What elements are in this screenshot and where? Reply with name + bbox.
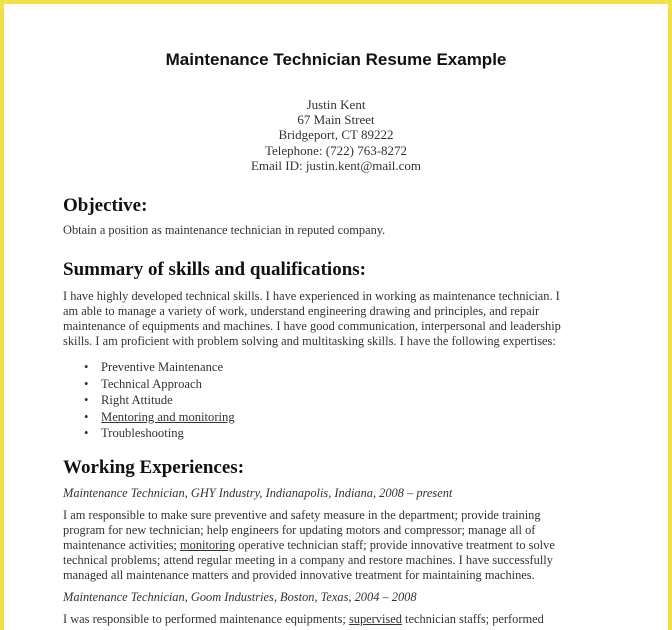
contact-street: 67 Main Street	[297, 112, 375, 128]
contact-block	[4, 97, 668, 173]
resume-page	[4, 4, 668, 630]
contact-phone: Telephone: (722) 763-8272	[264, 142, 408, 158]
contact-email: Email ID: justin.kent@mail.com	[250, 157, 422, 173]
job-line: technical problems; attend regular meeting in a company and restore machines. I have successfully	[63, 553, 553, 567]
document-title: Maintenance Technician Resume Example	[165, 50, 507, 69]
list-item: • Right Attitude	[84, 392, 235, 409]
summary-line: I have highly developed technical skills. I have experienced in working as maintenance technician. I	[63, 289, 560, 303]
summary-line: maintenance of equipments and machines. I have good communication, interpersonal and leadership	[63, 319, 561, 333]
objective-text	[63, 223, 603, 238]
job-line: maintenance activities; monitoring operative technician staff; provide innovative treatment to solve	[63, 538, 555, 552]
summary-line: am able to manage a variety of work, understand engineering drawing and principles, and repair	[63, 304, 540, 318]
job-line: I am responsible to make sure preventive and safety measure in the department; provide training	[63, 508, 541, 522]
mentoring-link[interactable]: Mentoring and monitoring	[101, 409, 235, 424]
supervised-link[interactable]: supervised	[348, 612, 402, 626]
summary-line: skills. I am proficient with problem solving and multitasking skills. I have the following expertises:	[63, 334, 556, 348]
list-item: • Technical Approach	[84, 376, 235, 393]
monitoring-link[interactable]: monitoring	[179, 538, 236, 552]
job-title: Maintenance Technician, Goom Industries, Boston, Texas, 2004 – 2008	[63, 590, 417, 604]
contact-name: Justin Kent	[306, 97, 366, 112]
job-line: managed all maintenance matters and provided innovative treatment for maintaining machines.	[63, 568, 535, 582]
job-description	[63, 508, 603, 583]
list-item: • Preventive Maintenance	[84, 359, 235, 376]
list-item: • Troubleshooting	[84, 425, 235, 442]
summary-heading: Summary of skills and qualifications:	[63, 259, 366, 280]
objective-line: Obtain a position as maintenance technician in reputed company.	[63, 223, 386, 237]
job-line: program for new technician; help engineers for updating motors and compressor; manage all of	[63, 523, 536, 537]
experience-heading: Working Experiences:	[63, 457, 245, 478]
objective-heading: Objective:	[63, 195, 148, 216]
contact-city: Bridgeport, CT 89222	[278, 127, 394, 143]
expertise-list	[84, 359, 235, 442]
job-line: I was responsible to performed maintenance equipments; supervised technician staffs; performed	[63, 612, 544, 626]
list-item	[84, 409, 235, 426]
summary-paragraph	[63, 289, 603, 349]
job-title: Maintenance Technician, GHY Industry, Indianapolis, Indiana, 2008 – present	[63, 486, 453, 500]
job-description	[63, 612, 603, 627]
